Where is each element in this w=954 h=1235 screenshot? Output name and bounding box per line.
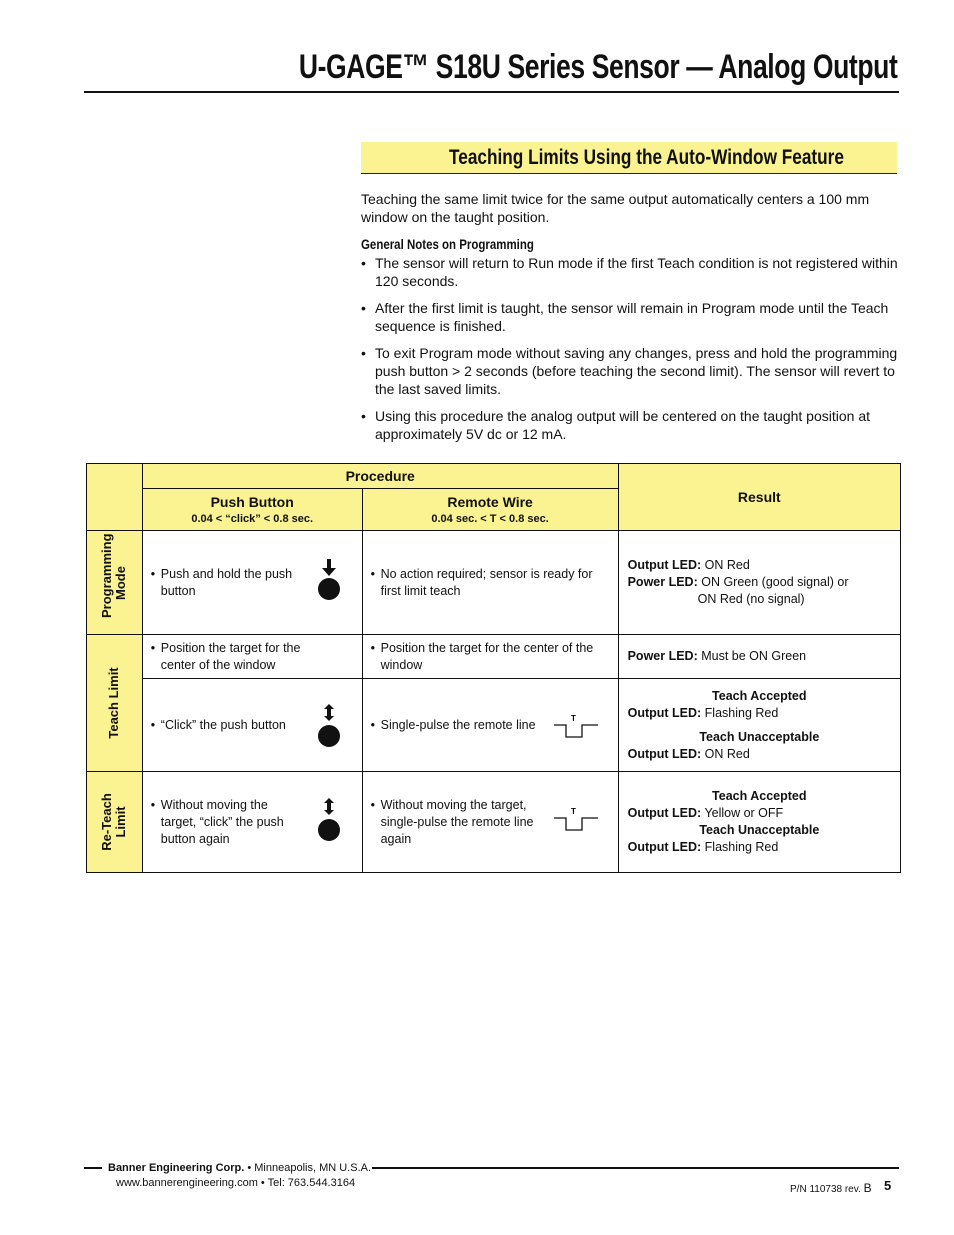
teach-wire-cell-1: [362, 635, 618, 679]
result-label: Power LED:: [627, 649, 698, 663]
list-item: • The sensor will return to Run mode if the first Teach condition is not registered within 120 seconds.: [361, 254, 901, 290]
pulse-label: T: [570, 715, 576, 723]
reteach-wire-cell: [362, 772, 618, 873]
list-item: • After the first limit is taught, the sensor will remain in Program mode until the Teach sequence is finished.: [361, 299, 901, 335]
section-heading: Teaching Limits Using the Auto-Window Feature: [449, 146, 844, 169]
result-value: ON Red (no signal): [697, 592, 805, 606]
table-row: [87, 772, 901, 873]
teach-wire-text-1: • Position the target for the center of the window: [371, 640, 606, 674]
result-header: Result: [618, 464, 900, 531]
footer-rule-right: [372, 1167, 899, 1169]
row-label-text: Programming Mode: [99, 532, 129, 618]
teach-unacceptable-label: Teach Unacceptable: [699, 729, 820, 744]
teach-wire-text-2: • Single-pulse the remote line: [371, 717, 610, 734]
programming-result-cell: [618, 531, 900, 635]
result-value: Yellow or OFF: [704, 806, 784, 820]
table-row: [87, 679, 901, 772]
row-label-text: Teach Limit: [106, 667, 122, 739]
single-pulse-icon: [554, 808, 598, 834]
revision: B: [863, 1181, 872, 1195]
list-item: • To exit Program mode without saving any changes, press and hold the programming push button > 2 seconds (before teaching the second limit). The sensor will revert to the last saved limits.: [361, 344, 901, 398]
footer-web-tel: www.bannerengineering.com • Tel: 763.544.3164: [116, 1177, 356, 1189]
teach-wire-cell-2: [362, 679, 618, 772]
remote-wire-title: Remote Wire: [447, 494, 533, 510]
result-label: Output LED:: [627, 840, 702, 854]
intro-paragraph: Teaching the same limit twice for the same output automatically centers a 100 mm window on the taught position.: [361, 191, 870, 225]
reteach-wire-text: • Without moving the target, single-pulse the remote line again: [371, 797, 551, 848]
result-value: ON Red: [704, 746, 750, 761]
notes-list: [361, 254, 901, 452]
teach-unacceptable-label: Teach Unacceptable: [699, 823, 820, 837]
result-label: Output LED:: [627, 746, 702, 761]
table-row: [87, 531, 901, 635]
page-number: 5: [884, 1178, 892, 1193]
company-name: Banner Engineering Corp.: [108, 1162, 245, 1174]
teach-result-cell-1: [618, 635, 900, 679]
reteach-push-text: • Without moving the target, “click” the push button again: [151, 797, 286, 848]
teach-accepted-label: Teach Accepted: [712, 789, 807, 803]
result-value: Flashing Red: [704, 705, 779, 720]
row-label-text: Re-Teach Limit: [99, 793, 129, 851]
teach-accepted-label: Teach Accepted: [712, 688, 807, 703]
reteach-push-cell: [142, 772, 362, 873]
title-rule: [84, 91, 899, 93]
result-value: ON Green (good signal) or: [701, 575, 849, 589]
result-value: ON Red: [704, 558, 750, 572]
result-value: Must be ON Green: [701, 649, 807, 663]
reteach-result-cell: [618, 772, 900, 873]
procedure-table: [86, 463, 901, 873]
teach-push-cell-2: [142, 679, 362, 772]
push-button-timing: 0.04 < “click” < 0.8 sec.: [191, 513, 314, 525]
click-button-icon: [316, 704, 342, 748]
footer-part-number: [790, 1181, 872, 1195]
procedure-header: Procedure: [142, 464, 618, 489]
remote-wire-header: [362, 489, 618, 531]
push-button-header: [142, 489, 362, 531]
push-button-title: Push Button: [210, 494, 294, 510]
teach-push-text-1: • Position the target for the center of the window: [151, 640, 311, 674]
result-value: Flashing Red: [704, 840, 779, 854]
result-label: Output LED:: [627, 806, 702, 820]
teach-push-cell-1: [142, 635, 362, 679]
row-label-reteach: [87, 772, 143, 873]
section-heading-bar: [361, 142, 897, 174]
programming-wire-cell: [362, 531, 618, 635]
part-number: P/N 110738 rev.: [790, 1184, 864, 1195]
programming-push-cell: [142, 531, 362, 635]
notes-heading: General Notes on Programming: [361, 236, 534, 252]
row-label-teach: [87, 635, 143, 772]
row-label-programming: [87, 531, 143, 635]
push-hold-button-icon: [316, 559, 342, 601]
list-item: • Using this procedure the analog output will be centered on the taught position at approximately 5V dc or 12 mA.: [361, 407, 901, 443]
result-label: Output LED:: [627, 558, 702, 572]
programming-wire-text: • No action required; sensor is ready for first limit teach: [371, 566, 606, 600]
footer-rule-left: [84, 1167, 102, 1169]
table-row: [87, 635, 901, 679]
result-label: Power LED:: [627, 575, 698, 589]
remote-wire-timing: 0.04 sec. < T < 0.8 sec.: [431, 513, 549, 525]
click-button-icon: [316, 798, 342, 842]
company-location: • Minneapolis, MN U.S.A.: [244, 1162, 372, 1174]
page-title: U-GAGE™ S18U Series Sensor — Analog Output: [298, 48, 897, 86]
table-corner: [87, 464, 143, 531]
single-pulse-icon: [554, 715, 598, 741]
teach-push-text-2: • “Click” the push button: [151, 717, 354, 734]
result-label: Output LED:: [627, 705, 702, 720]
teach-result-cell-2: [618, 679, 900, 772]
programming-push-text: • Push and hold the push button: [151, 566, 301, 600]
footer-company: [108, 1162, 371, 1174]
pulse-label: T: [570, 808, 576, 816]
